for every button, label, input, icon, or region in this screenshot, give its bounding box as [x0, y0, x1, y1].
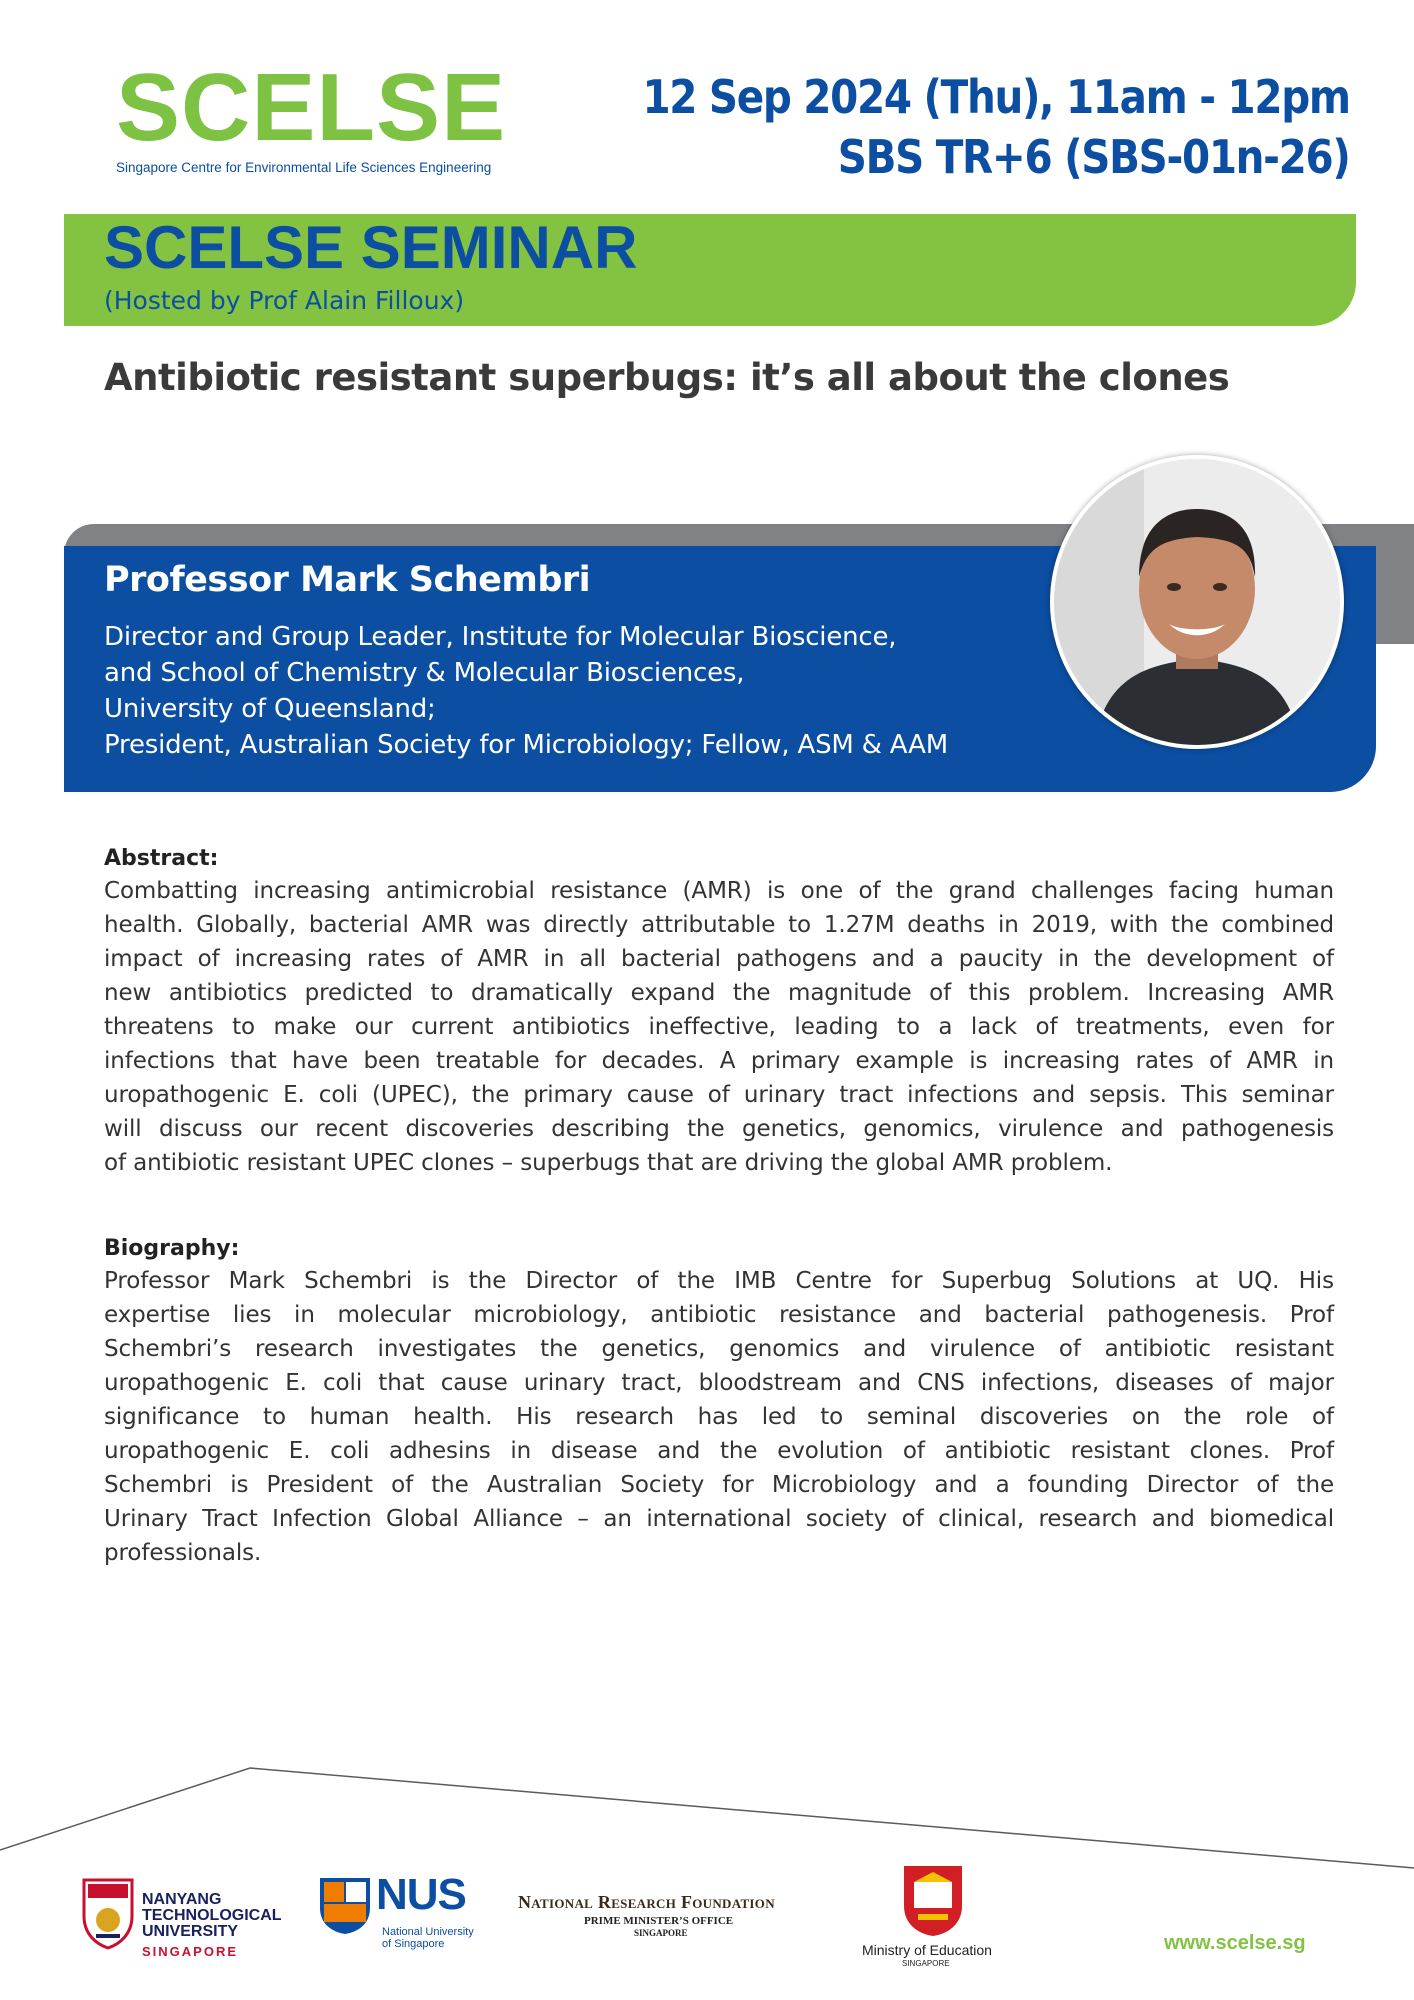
ntu-name-line: NANYANG [142, 1891, 222, 1908]
speaker-name: Professor Mark Schembri [104, 560, 591, 600]
seminar-host: (Hosted by Prof Alain Filloux) [104, 286, 465, 315]
event-date-time: 12 Sep 2024 (Thu), 11am - 12pm [642, 70, 1350, 124]
speaker-affiliation-line: University of Queensland; [104, 694, 436, 724]
biography-line: Urinary Tract Infection Global Alliance – an international society of clinical, research and biomedical [104, 1506, 1334, 1532]
footer-divider [0, 1750, 1414, 1870]
abstract-line: new antibiotics predicted to dramatically expand the magnitude of this problem. Increasing AMR [104, 980, 1334, 1006]
nrf-title: National Research Foundation [518, 1892, 775, 1912]
moe-crest-icon [900, 1862, 966, 1938]
ntu-name-line: TECHNOLOGICAL [142, 1907, 282, 1924]
abstract-line: uropathogenic E. coli (UPEC), the primary cause of urinary tract infections and sepsis. This seminar [104, 1082, 1334, 1108]
nus-fullname-line: of Singapore [382, 1938, 445, 1950]
biography-line: significance to human health. His research has led to seminal discoveries on the role of [104, 1404, 1334, 1430]
speaker-photo [1050, 455, 1344, 749]
nus-fullname-line: National University [382, 1926, 474, 1938]
nrf-country: SINGAPORE [634, 1928, 688, 1938]
abstract-line: infections that have been treatable for decades. A primary example is increasing rates of AMR in [104, 1048, 1334, 1074]
event-venue: SBS TR+6 (SBS-01n-26) [838, 130, 1350, 184]
moe-name: Ministry of Education [862, 1942, 992, 1958]
biography-line: uropathogenic E. coli adhesins in disease and the evolution of antibiotic resistant clones. Prof [104, 1438, 1334, 1464]
abstract-line: of antibiotic resistant UPEC clones – superbugs that are driving the global AMR problem. [104, 1150, 1113, 1176]
nus-fullname [382, 1926, 474, 1950]
biography-text [104, 1264, 1334, 1570]
moe-country: SINGAPORE [902, 1959, 950, 1968]
ntu-name-line: UNIVERSITY [142, 1923, 239, 1940]
speaker-affiliation-line: President, Australian Society for Microbiology; Fellow, ASM & AAM [104, 730, 948, 760]
speaker-portrait-icon [1054, 459, 1340, 745]
biography-line: professionals. [104, 1540, 262, 1566]
biography-line: uropathogenic E. coli that cause urinary tract, bloodstream and CNS infections, diseases of major [104, 1370, 1334, 1396]
speaker-affiliation-line: and School of Chemistry & Molecular Biosciences, [104, 658, 745, 688]
nus-crest-icon [318, 1876, 372, 1936]
biography-line: Schembri is President of the Australian Society for Microbiology and a founding Director of the [104, 1472, 1334, 1498]
abstract-line: impact of increasing rates of AMR in all bacterial pathogens and a paucity in the development of [104, 946, 1334, 972]
talk-title: Antibiotic resistant superbugs: it’s all about the clones [104, 356, 1230, 399]
nus-wordmark: NUS [376, 1870, 466, 1919]
abstract-text [104, 874, 1334, 1180]
biography-line: Schembri’s research investigates the genetics, genomics and virulence of antibiotic resistant [104, 1336, 1334, 1362]
abstract-heading: Abstract: [104, 846, 219, 871]
nrf-office: PRIME MINISTER’S OFFICE [584, 1915, 734, 1927]
ntu-name [142, 1892, 282, 1940]
abstract-line: Combatting increasing antimicrobial resistance (AMR) is one of the grand challenges facing human [104, 878, 1334, 904]
biography-line: Professor Mark Schembri is the Director of the IMB Centre for Superbug Solutions at UQ. His [104, 1268, 1334, 1294]
biography-heading: Biography: [104, 1236, 240, 1261]
ntu-crest-icon [82, 1876, 134, 1950]
website-link[interactable]: www.scelse.sg [1164, 1932, 1306, 1954]
seminar-title: SCELSE SEMINAR [104, 214, 638, 281]
abstract-line: will discuss our recent discoveries describing the genetics, genomics, virulence and pathogenesis [104, 1116, 1334, 1142]
scelse-logo: SCELSE [116, 54, 507, 161]
biography-line: expertise lies in molecular microbiology, antibiotic resistance and bacterial pathogenesis. Prof [104, 1302, 1334, 1328]
abstract-line: health. Globally, bacterial AMR was directly attributable to 1.27M deaths in 2019, with the combined [104, 912, 1334, 938]
ntu-country: SINGAPORE [142, 1944, 239, 1959]
speaker-affiliation-line: Director and Group Leader, Institute for Molecular Bioscience, [104, 622, 897, 652]
logo-tagline: Singapore Centre for Environmental Life Sciences Engineering [116, 160, 492, 175]
abstract-line: threatens to make our current antibiotics ineffective, leading to a lack of treatments, even for [104, 1014, 1334, 1040]
